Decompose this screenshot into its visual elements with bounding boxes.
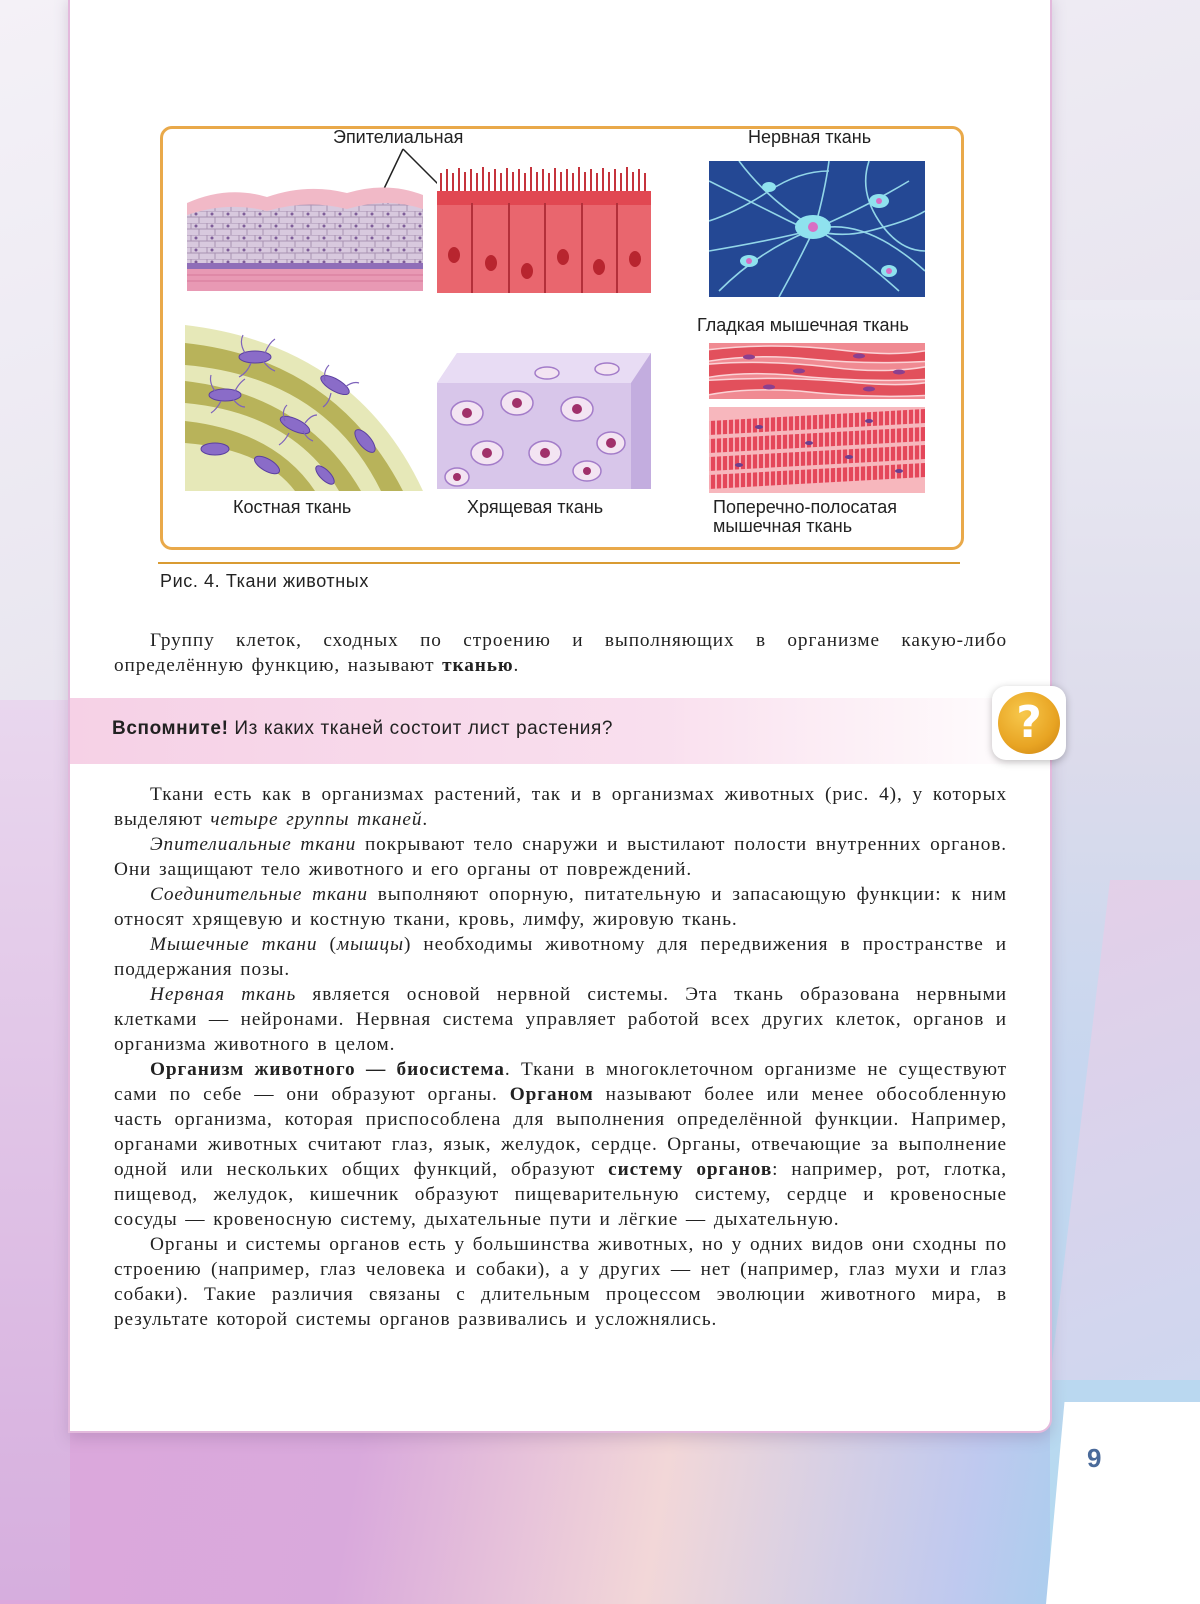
question-icon: ? xyxy=(998,692,1060,754)
text-span: является основой нервной системы. Эта ткань образована нервными клетками — нейронами. Нервная система управляет работой всех других клеток, органов и организма животного в целом. xyxy=(114,984,1007,1055)
term-bold: Организм животного — биосистема xyxy=(150,1059,505,1080)
question-badge xyxy=(992,686,1066,760)
paragraph xyxy=(114,982,1007,1057)
label-cartilage: Хрящевая ткань xyxy=(467,497,604,517)
label-striated-line2: мышечная ткань xyxy=(713,516,853,536)
text-span: ( xyxy=(317,934,337,955)
body-text xyxy=(114,782,1007,1332)
epithelial-squamous-image xyxy=(187,163,423,291)
remember-question: Из каких тканей состоит лист растения? xyxy=(228,718,614,739)
term-italic: Соединительные ткани xyxy=(150,884,368,905)
term-italic: Мышечные ткани xyxy=(150,934,318,955)
text-span: . xyxy=(422,809,429,830)
label-smooth-muscle: Гладкая мышечная ткань xyxy=(697,315,909,335)
text-span: называют более или менее обособленную часть организма, которая приспособлена для выполнения определённой функции. Например, органами животных считают глаз, язык, желудок, сердце. Органы, отвечающие за выполнение одной или нескольких общих функций, образуют xyxy=(114,1084,1007,1180)
page-number: 9 xyxy=(1087,1443,1102,1473)
label-striated-line1: Поперечно-полосатая xyxy=(713,497,897,517)
nervous-tissue-image xyxy=(709,161,925,297)
remember-label: Вспомните! xyxy=(112,718,229,739)
text-span: . xyxy=(513,655,520,676)
paragraph xyxy=(114,832,1007,882)
term-bold: тканью xyxy=(442,655,514,676)
term-italic: Нервная ткань xyxy=(150,984,297,1005)
term-italic: Эпителиальные ткани xyxy=(150,834,357,855)
text-span: выполняют опорную, питательную и запасающую функции: к ним относят хрящевую и костную ткани, кровь, лимфу, жировую ткань. xyxy=(114,884,1007,930)
remember-band xyxy=(70,698,1045,764)
figure-rule xyxy=(158,562,960,564)
paragraph xyxy=(114,882,1007,932)
remember-text xyxy=(112,718,613,740)
epithelial-columnar-image xyxy=(437,163,651,293)
definition-paragraph xyxy=(114,628,1007,678)
label-epithelial: Эпителиальная xyxy=(333,127,464,147)
text-span: ) необходимы животному для передвижения в пространстве и поддержания позы. xyxy=(114,934,1008,980)
smooth-muscle-image xyxy=(709,343,925,399)
term-bold: Органом xyxy=(509,1084,594,1105)
striated-muscle-image xyxy=(709,407,925,493)
paragraph xyxy=(114,1057,1007,1232)
paragraph xyxy=(114,932,1007,982)
label-nervous: Нервная ткань xyxy=(748,127,872,147)
cartilage-tissue-image xyxy=(437,353,651,489)
text-span: Ткани есть как в организмах растений, так и в организмах животных (рис. 4), у которых выделяют xyxy=(114,784,1007,830)
term-italic: мышцы xyxy=(336,934,404,955)
label-bone: Костная ткань xyxy=(233,497,352,517)
textbook-page xyxy=(68,0,1052,1433)
text-span: Группу клеток, сходных по строению и выполняющих в организме какую-либо определённую функцию, называют xyxy=(114,630,1007,676)
text-span: покрывают тело снаружи и выстилают полости внутренних органов. Они защищают тело животного и его органы от повреждений. xyxy=(114,834,1007,880)
background-shape xyxy=(0,700,70,1600)
paragraph xyxy=(114,782,1007,832)
text-span: : например, рот, глотка, пищевод, желудок, кишечник образуют пищеварительную систему, сердце и кровеносные сосуды — кровеносную систему, дыхательные пути и лёгкие — дыхательную. xyxy=(114,1159,1008,1230)
page-number-tab xyxy=(1046,1402,1200,1604)
paragraph: Органы и системы органов есть у большинства животных, но у одних видов они сходны по строению (например, глаз человека и собаки), а у других — нет (например, глаз мухи и глаз собаки). Такие различия связаны с длительным процессом эволюции животного мира, в результате которой системы органов развивались и усложнялись. xyxy=(114,1234,1007,1330)
figure-caption: Рис. 4. Ткани животных xyxy=(160,571,369,591)
term-bold: систему органов xyxy=(608,1159,773,1180)
bone-tissue-image xyxy=(185,325,425,491)
text-span: . Ткани в многоклеточном организме не существуют сами по себе — они образуют органы. xyxy=(114,1059,1007,1105)
term-italic: четыре группы тканей xyxy=(210,809,423,830)
figure-frame xyxy=(160,126,964,550)
